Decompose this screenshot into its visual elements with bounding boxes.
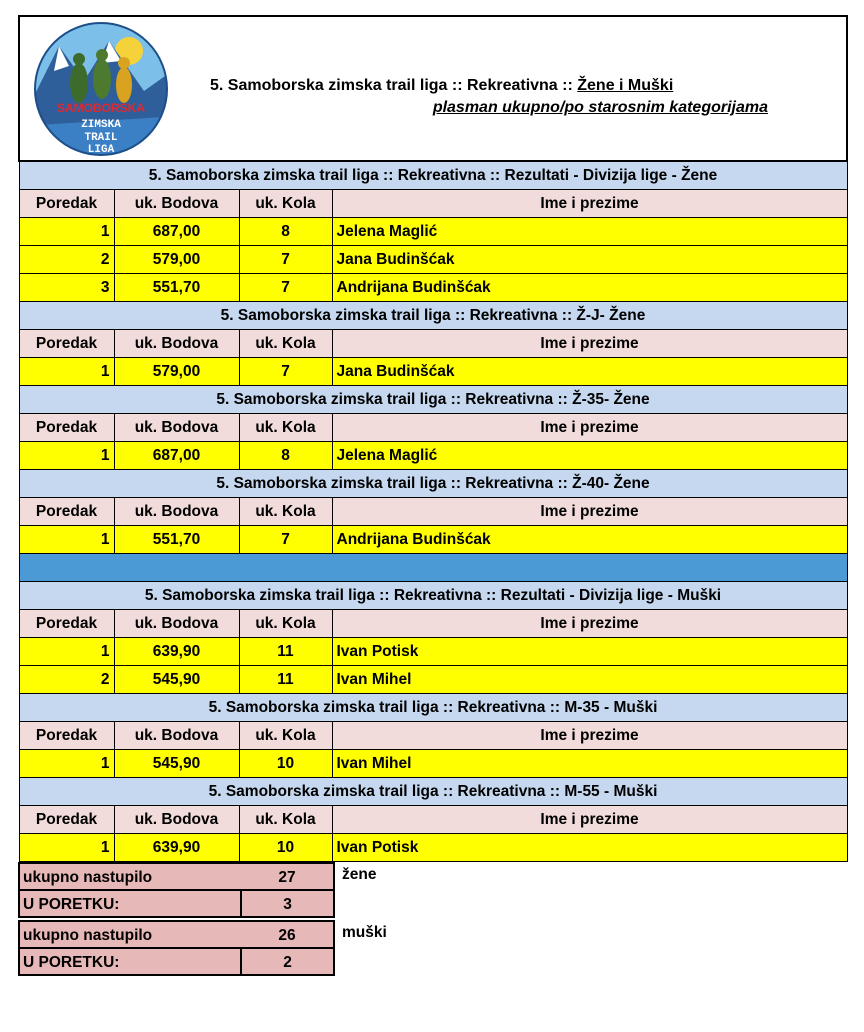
section-title: 5. Samoborska zimska trail liga :: Rekreativna :: Ž-40- Žene xyxy=(19,470,847,498)
summary-group-label: žene xyxy=(342,866,377,883)
results-table xyxy=(18,15,848,862)
name-cell: Jelena Maglić xyxy=(332,442,847,470)
col-header-rank: Poredak xyxy=(19,414,114,442)
rounds-cell: 8 xyxy=(239,218,332,246)
section-title-row xyxy=(19,582,847,610)
section-title-row xyxy=(19,161,847,190)
section-title-row xyxy=(19,386,847,414)
points-cell: 579,00 xyxy=(114,246,239,274)
table-row xyxy=(19,666,847,694)
rounds-cell: 10 xyxy=(239,750,332,778)
col-header-rank: Poredak xyxy=(19,806,114,834)
name-cell: Ivan Potisk xyxy=(332,638,847,666)
table-row xyxy=(19,246,847,274)
column-header-row xyxy=(19,414,847,442)
col-header-name: Ime i prezime xyxy=(332,330,847,358)
logo-text-2: TRAIL xyxy=(84,132,118,144)
summary-total-label: ukupno nastupilo xyxy=(18,862,241,890)
column-header-row xyxy=(19,498,847,526)
logo-text-3: LIGA xyxy=(87,144,115,156)
section-spacer xyxy=(19,554,847,582)
league-logo xyxy=(24,21,179,156)
rounds-cell: 7 xyxy=(239,358,332,386)
rounds-cell: 11 xyxy=(239,638,332,666)
title-prefix: 5. Samoborska zimska trail liga :: Rekreativna :: xyxy=(210,77,578,94)
section-title-row xyxy=(19,470,847,498)
col-header-rounds: uk. Kola xyxy=(239,806,332,834)
column-header-row xyxy=(19,330,847,358)
rounds-cell: 7 xyxy=(239,274,332,302)
col-header-name: Ime i prezime xyxy=(332,610,847,638)
summary-total-label: ukupno nastupilo xyxy=(18,920,241,948)
points-cell: 687,00 xyxy=(114,442,239,470)
rounds-cell: 7 xyxy=(239,246,332,274)
col-header-rank: Poredak xyxy=(19,610,114,638)
name-cell: Ivan Mihel xyxy=(332,666,847,694)
column-header-row xyxy=(19,722,847,750)
name-cell: Ivan Mihel xyxy=(332,750,847,778)
col-header-points: uk. Bodova xyxy=(114,414,239,442)
col-header-rounds: uk. Kola xyxy=(239,722,332,750)
name-cell: Ivan Potisk xyxy=(332,834,847,862)
section-title: 5. Samoborska zimska trail liga :: Rekreativna :: Ž-J- Žene xyxy=(19,302,847,330)
section-title: 5. Samoborska zimska trail liga :: Rekreativna :: Rezultati - Divizija lige - Muški xyxy=(19,582,847,610)
table-row xyxy=(19,526,847,554)
logo-text-1: ZIMSKA xyxy=(81,119,121,131)
rounds-cell: 11 xyxy=(239,666,332,694)
section-title-row xyxy=(19,778,847,806)
col-header-name: Ime i prezime xyxy=(332,414,847,442)
table-row xyxy=(19,834,847,862)
table-row xyxy=(19,358,847,386)
rank-cell: 1 xyxy=(19,218,114,246)
section-title: 5. Samoborska zimska trail liga :: Rekreativna :: Rezultati - Divizija lige - Žene xyxy=(19,161,847,190)
col-header-name: Ime i prezime xyxy=(332,722,847,750)
col-header-name: Ime i prezime xyxy=(332,190,847,218)
points-cell: 545,90 xyxy=(114,750,239,778)
rank-cell: 1 xyxy=(19,526,114,554)
name-cell: Jelena Maglić xyxy=(332,218,847,246)
rank-cell: 3 xyxy=(19,274,114,302)
rank-cell: 1 xyxy=(19,638,114,666)
table-row xyxy=(19,218,847,246)
col-header-name: Ime i prezime xyxy=(332,498,847,526)
rank-cell: 1 xyxy=(19,750,114,778)
name-cell: Jana Budinšćak xyxy=(332,246,847,274)
col-header-points: uk. Bodova xyxy=(114,722,239,750)
section-title: 5. Samoborska zimska trail liga :: Rekreativna :: Ž-35- Žene xyxy=(19,386,847,414)
col-header-points: uk. Bodova xyxy=(114,610,239,638)
col-header-points: uk. Bodova xyxy=(114,806,239,834)
rounds-cell: 10 xyxy=(239,834,332,862)
rank-cell: 2 xyxy=(19,246,114,274)
logo-arc-text: SAMOBORSKA xyxy=(56,101,146,115)
col-header-points: uk. Bodova xyxy=(114,498,239,526)
section-title-row xyxy=(19,694,847,722)
col-header-rounds: uk. Kola xyxy=(239,190,332,218)
rounds-cell: 8 xyxy=(239,442,332,470)
summary-ranked-value: 2 xyxy=(241,948,335,976)
summary-block xyxy=(18,862,335,918)
points-cell: 545,90 xyxy=(114,666,239,694)
section-title: 5. Samoborska zimska trail liga :: Rekreativna :: M-55 - Muški xyxy=(19,778,847,806)
points-cell: 639,90 xyxy=(114,834,239,862)
col-header-rounds: uk. Kola xyxy=(239,610,332,638)
table-row xyxy=(19,274,847,302)
rank-cell: 2 xyxy=(19,666,114,694)
summary-ranked-row xyxy=(18,890,335,918)
points-cell: 551,70 xyxy=(114,274,239,302)
column-header-row xyxy=(19,806,847,834)
title-highlight: Žene i Muški xyxy=(577,77,674,94)
name-cell: Andrijana Budinšćak xyxy=(332,274,847,302)
summary-block xyxy=(18,920,335,976)
name-cell: Jana Budinšćak xyxy=(332,358,847,386)
col-header-rank: Poredak xyxy=(19,190,114,218)
col-header-points: uk. Bodova xyxy=(114,330,239,358)
points-cell: 639,90 xyxy=(114,638,239,666)
points-cell: 687,00 xyxy=(114,218,239,246)
rank-cell: 1 xyxy=(19,358,114,386)
table-row xyxy=(19,750,847,778)
col-header-rounds: uk. Kola xyxy=(239,414,332,442)
col-header-rank: Poredak xyxy=(19,330,114,358)
summary-ranked-label: U PORETKU: xyxy=(18,948,241,976)
col-header-name: Ime i prezime xyxy=(332,806,847,834)
rank-cell: 1 xyxy=(19,442,114,470)
summary-group-label: muški xyxy=(342,924,387,941)
column-header-row xyxy=(19,190,847,218)
summary-ranked-label: U PORETKU: xyxy=(18,890,241,918)
summary-total-row xyxy=(18,862,335,890)
summary-ranked-row xyxy=(18,948,335,976)
sheet-title xyxy=(210,75,810,119)
table-row xyxy=(19,638,847,666)
sheet-header xyxy=(19,16,847,161)
section-title-row xyxy=(19,302,847,330)
points-cell: 579,00 xyxy=(114,358,239,386)
rounds-cell: 7 xyxy=(239,526,332,554)
sheet-subtitle: plasman ukupno/po starosnim kategorijama xyxy=(432,99,768,116)
points-cell: 551,70 xyxy=(114,526,239,554)
results-sheet xyxy=(18,15,846,862)
summary-ranked-value: 3 xyxy=(241,890,335,918)
col-header-points: uk. Bodova xyxy=(114,190,239,218)
table-row xyxy=(19,442,847,470)
col-header-rounds: uk. Kola xyxy=(239,330,332,358)
col-header-rounds: uk. Kola xyxy=(239,498,332,526)
section-title: 5. Samoborska zimska trail liga :: Rekreativna :: M-35 - Muški xyxy=(19,694,847,722)
summary-total-value: 26 xyxy=(241,920,335,948)
summary-total-row xyxy=(18,920,335,948)
name-cell: Andrijana Budinšćak xyxy=(332,526,847,554)
col-header-rank: Poredak xyxy=(19,498,114,526)
rank-cell: 1 xyxy=(19,834,114,862)
col-header-rank: Poredak xyxy=(19,722,114,750)
summary-total-value: 27 xyxy=(241,862,335,890)
column-header-row xyxy=(19,610,847,638)
